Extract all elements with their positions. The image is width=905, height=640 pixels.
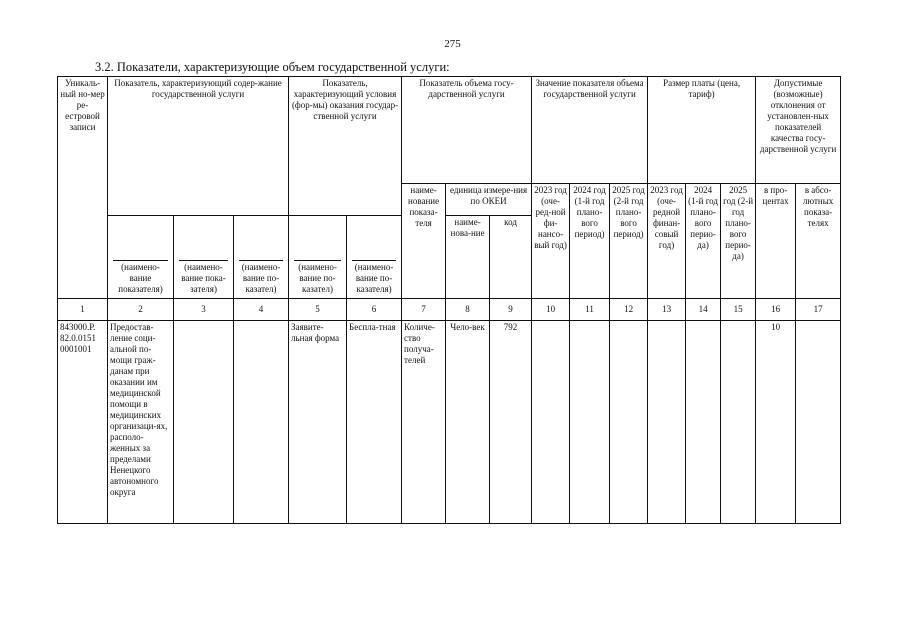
section-title: 3.2. Показатели, характеризующие объем государственной услуги:: [95, 60, 450, 74]
param-name-2: (наимено-вание пока-зателя): [179, 260, 228, 295]
param-name-3: (наимено-вание по-казател): [239, 260, 283, 295]
empty-cell: [610, 321, 648, 524]
volume-indicators-table: [57, 76, 841, 524]
header-year-2025: 2025 год (2-й год плано-вого период): [610, 184, 648, 299]
header-volume-indicator: Показатель объема госу-дарственной услуги: [402, 77, 532, 184]
column-number: 6: [347, 299, 402, 321]
empty-cell: [532, 321, 570, 524]
param-name-cell: [174, 216, 234, 299]
header-allowed-deviations: Допустимые (возможные) отклонения от установлен-ных показателей качества госу-дарственной услуги: [756, 77, 841, 184]
column-number: 10: [532, 299, 570, 321]
column-number: 7: [402, 299, 446, 321]
param-name-cell: [108, 216, 174, 299]
column-number: 17: [796, 299, 841, 321]
registry-number: 843000.Р. 82.0.0151 0001001: [58, 321, 108, 524]
param-name-cell: [289, 216, 347, 299]
header-fee-2024: 2024 (1-й год плано-вого перио-да): [686, 184, 721, 299]
header-fee-2025: 2025 год (2-й год плано-вого перио-да): [721, 184, 756, 299]
column-number: 8: [446, 299, 490, 321]
header-volume-value: Значение показателя объема государственной услуги: [532, 77, 648, 184]
header-year-2023: 2023 год (оче-ред-ной фи-нансо-вый год): [532, 184, 570, 299]
param-name-4: (наимено-вание по-казател): [294, 260, 341, 295]
column-number: 4: [234, 299, 289, 321]
param-name-cell: [347, 216, 402, 299]
header-fee-2023: 2023 год (оче-редной финан-совый год): [648, 184, 686, 299]
unit-code: 792: [490, 321, 532, 524]
empty-cell: [686, 321, 721, 524]
service-form: Заявите-льная форма: [289, 321, 347, 524]
param-name-cell: [234, 216, 289, 299]
column-numbers-row: [58, 299, 841, 321]
header-fee-size: Размер платы (цена, тариф): [648, 77, 756, 184]
column-number: 16: [756, 299, 796, 321]
column-number: 5: [289, 299, 347, 321]
empty-cell: [648, 321, 686, 524]
header-year-2024: 2024 год (1-й год плано-вого период): [570, 184, 610, 299]
param-name-1: (наимено-вание показателя): [113, 260, 168, 295]
column-number: 13: [648, 299, 686, 321]
table-row: [58, 321, 841, 524]
column-number: 9: [490, 299, 532, 321]
header-in-percent: в про-центах: [756, 184, 796, 299]
header-in-absolute: в абсо-лютных показа-телях: [796, 184, 841, 299]
column-number: 15: [721, 299, 756, 321]
header-condition-indicator: Показатель, характеризующий условия (фор-мы) оказания государ-ственной услуги: [289, 77, 402, 216]
unit-name: Чело-век: [446, 321, 490, 524]
column-number: 11: [570, 299, 610, 321]
header-content-indicator: Показатель, характеризующий содер-жание государственной услуги: [108, 77, 289, 216]
param-name-5: (наимено-вание по-казателя): [352, 260, 396, 295]
empty-cell: [234, 321, 289, 524]
deviation-percent: 10: [756, 321, 796, 524]
header-indicator-name: наиме-нование показа-теля: [402, 184, 446, 299]
service-content: Предостав-ление соци-альной по-мощи граж-данам при оказании им медицинской помощи в медицинских организаци-ях, располо-женных за пределами Ненецкого автономного округа: [108, 321, 174, 524]
header-unique-number: Уникаль-ный но-мер ре-естровой записи: [58, 77, 108, 299]
column-number: 12: [610, 299, 648, 321]
indicator-name: Количе-ство получа-телей: [402, 321, 446, 524]
empty-cell: [174, 321, 234, 524]
empty-cell: [796, 321, 841, 524]
column-number: 2: [108, 299, 174, 321]
header-okei-name: наиме-нова-ние: [446, 216, 490, 299]
column-number: 3: [174, 299, 234, 321]
empty-cell: [570, 321, 610, 524]
empty-cell: [721, 321, 756, 524]
service-condition: Беспла-тная: [347, 321, 402, 524]
page-number: 275: [444, 38, 461, 50]
column-number: 1: [58, 299, 108, 321]
header-okei-code: код: [490, 216, 532, 299]
header-okei-unit: единица измере-ния по ОКЕИ: [446, 184, 532, 216]
column-number: 14: [686, 299, 721, 321]
